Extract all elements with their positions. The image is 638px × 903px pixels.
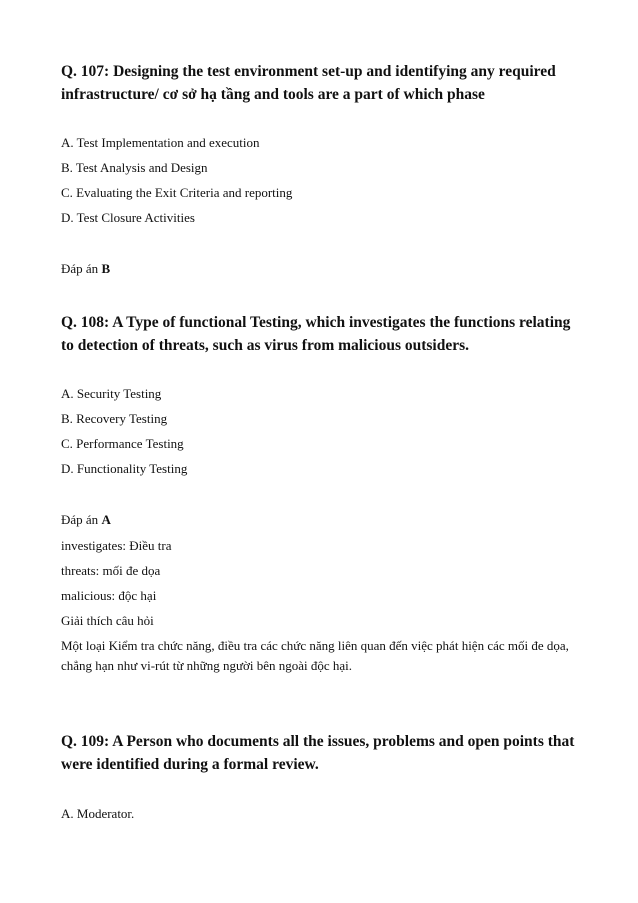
question-108-answer: [61, 512, 111, 528]
question-108-option-b: B. Recovery Testing: [61, 411, 168, 426]
vocab-note: malicious: độc hại: [61, 588, 157, 603]
question-107-answer: [61, 261, 110, 277]
question-107-title: Q. 107: Designing the test environment set-up and identifying any required infrastructure/ cơ sở hạ tầng and tools are a part of which phase: [61, 63, 556, 103]
question-108-option-c: C. Performance Testing: [61, 436, 184, 451]
answer-value: A: [101, 512, 111, 527]
question-107-option-d: D. Test Closure Activities: [61, 210, 195, 225]
explanation-heading: Giải thích câu hỏi: [61, 613, 154, 628]
question-108-option-d: D. Functionality Testing: [61, 461, 188, 476]
question-107-option-a: A. Test Implementation and execution: [61, 135, 260, 150]
question-109-title: Q. 109: A Person who documents all the issues, problems and open points that were identified during a formal review.: [61, 733, 575, 773]
vocab-note: investigates: Điều tra: [61, 538, 172, 553]
question-108-title: Q. 108: A Type of functional Testing, which investigates the functions relating to detection of threats, such as virus from malicious outsiders.: [61, 314, 571, 354]
question-108-explanation: Một loại Kiểm tra chức năng, điều tra các chức năng liên quan đến việc phát hiện các mối đe dọa, chẳng hạn như vi-rút từ những người bên ngoài độc hại.: [61, 638, 569, 673]
question-107-option-b: B. Test Analysis and Design: [61, 160, 208, 175]
vocab-note: threats: mối đe dọa: [61, 563, 161, 578]
question-107-option-c: C. Evaluating the Exit Criteria and reporting: [61, 185, 293, 200]
answer-label: Đáp án: [61, 261, 99, 276]
question-108-option-a: A. Security Testing: [61, 386, 162, 401]
answer-label: Đáp án: [61, 512, 99, 527]
answer-value: B: [101, 261, 111, 276]
question-109-option-a: A. Moderator.: [61, 806, 135, 821]
